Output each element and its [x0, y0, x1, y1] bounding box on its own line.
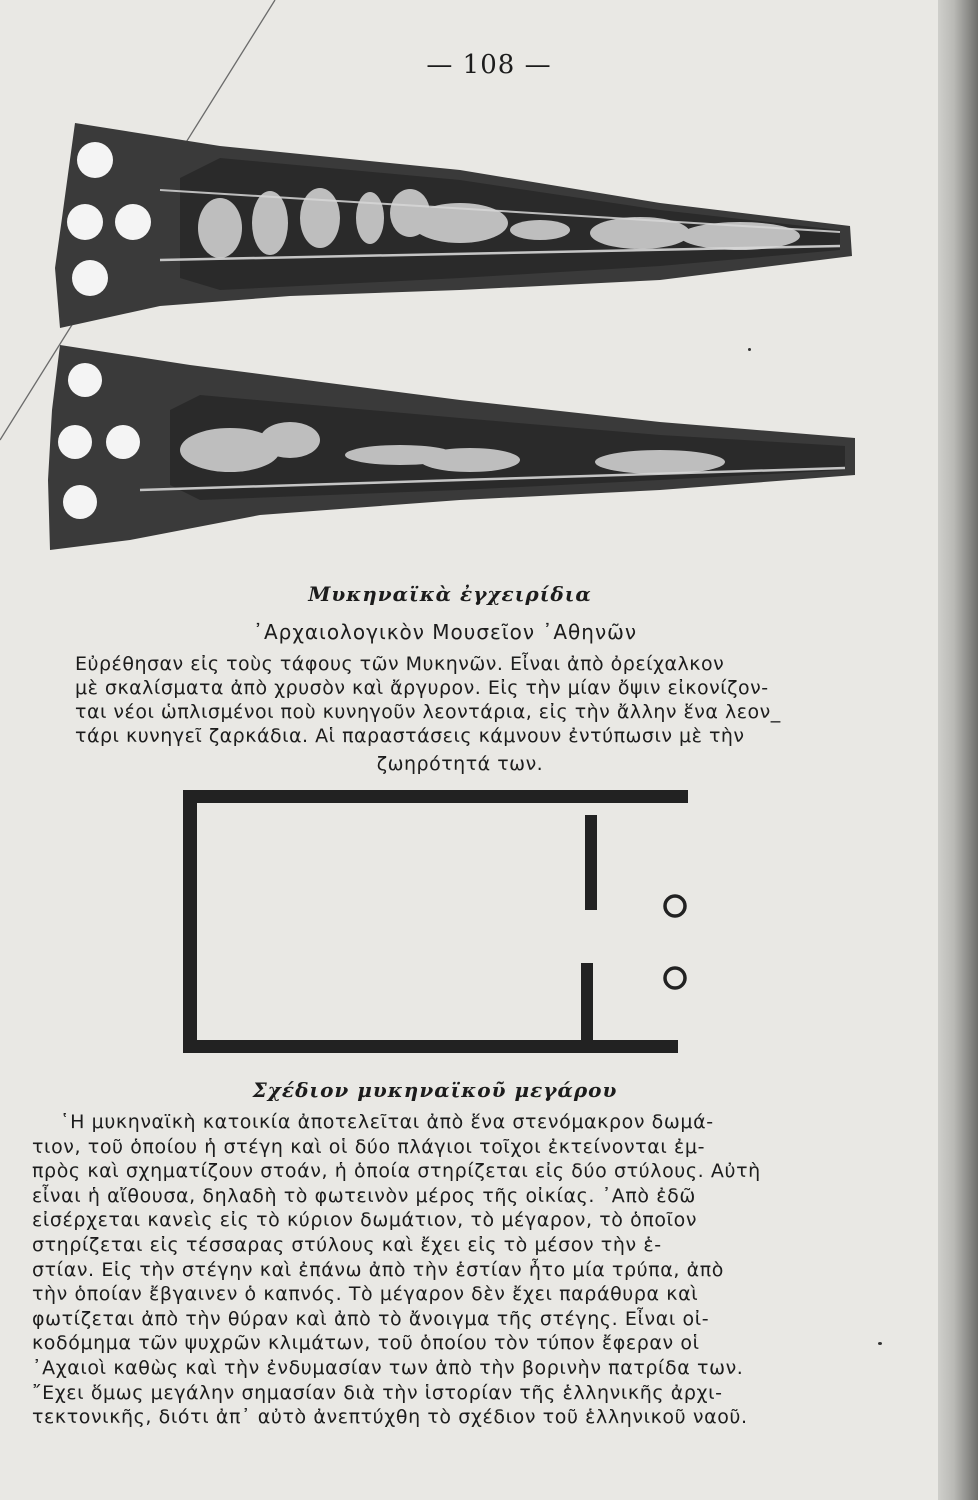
body-line: ῎Εχει ὅμως μεγάλην σημασίαν διὰ τὴν ἱστορίαν τῆς ἑλληνικῆς ἀρχι-: [32, 1381, 723, 1404]
body-line: τὴν ὁποίαν ἔβγαινεν ὁ καπνός. Τὸ μέγαρον δὲν ἔχει παράθυρα καὶ: [32, 1283, 699, 1306]
body-line: εἶναι ἡ αἴθουσα, δηλαδὴ τὸ φωτεινὸν μέρος τῆς οἰκίας. ᾿Απὸ ἐδῶ: [32, 1184, 696, 1207]
dagger-image-lion-hunt: [40, 118, 860, 333]
desc-line: ζωηρότητά των.: [376, 753, 544, 775]
desc-line: ται νέοι ὡπλισμένοι ποὺ κυνηγοῦν λεοντάρια, εἰς τὴν ἄλλην ἕνα λεον_: [75, 701, 781, 723]
dagger-image-lion-deer: [40, 340, 860, 555]
plan-column: [665, 968, 685, 988]
figure1-museum: ᾿Αρχαιολογικὸν Μουσεῖον ᾿Αθηνῶν: [252, 620, 638, 644]
megaron-floor-plan: [175, 780, 715, 1080]
body-line: ᾿Αχαιοὶ καθὼς καὶ τὴν ἐνδυμασίαν των ἀπὸ τὴν βορινὴν πατρίδα των.: [32, 1356, 744, 1379]
plan-wall-top: [183, 790, 688, 803]
figure2-title: Σχέδιον μυκηναϊκοῦ μεγάρου: [252, 1078, 618, 1102]
desc-line: Εὐρέθησαν εἰς τοὺς τάφους τῶν Μυκηνῶν. Εἶναι ἀπὸ ὀρείχαλκον: [75, 653, 725, 675]
plan-wall-inner-lower: [581, 963, 593, 1051]
plan-wall-bottom: [183, 1040, 678, 1053]
paper-speck: [878, 1342, 882, 1345]
figure1-title: Μυκηναϊκὰ ἐγχειρίδια: [308, 582, 592, 606]
desc-line: τάρι κυνηγεῖ ζαρκάδια. Αἱ παραστάσεις κάμνουν ἐντύπωσιν μὲ τὴν: [75, 725, 745, 747]
body-line: στίαν. Εἰς τὴν στέγην καὶ ἐπάνω ἀπὸ τὴν ἑστίαν ἦτο μία τρύπα, ἀπὸ: [32, 1258, 725, 1281]
body-line: τιον, τοῦ ὁποίου ἡ στέγη καὶ οἱ δύο πλάγιοι τοῖχοι ἐκτείνονται ἐμ-: [32, 1135, 706, 1158]
plan-wall-inner-upper: [585, 815, 597, 910]
page-number: — 108 —: [426, 50, 552, 80]
plan-wall-left: [183, 790, 197, 1052]
figure1-description: [75, 652, 845, 776]
page-edge-shadow: [938, 0, 978, 1500]
desc-line: μὲ σκαλίσματα ἀπὸ χρυσὸν καὶ ἄργυρον. Εἰς τὴν μίαν ὄψιν εἰκονίζον-: [75, 677, 769, 699]
body-line: εἰσέρχεται κανεὶς εἰς τὸ κύριον δωμάτιον, τὸ μέγαρον, τὸ ὁποῖον: [32, 1209, 698, 1232]
body-line: ῾Η μυκηναϊκὴ κατοικία ἀποτελεῖται ἀπὸ ἕνα στενόμακρον δωμά-: [60, 1111, 714, 1133]
body-line: κοδόμημα τῶν ψυχρῶν κλιμάτων, τοῦ ὁποίου τὸν τύπον ἔφεραν οἱ: [32, 1332, 700, 1355]
body-line: στηρίζεται εἰς τέσσαρας στύλους καὶ ἔχει εἰς τὸ μέσον τὴν ἑ-: [32, 1233, 662, 1256]
body-line: τεκτονικῆς, διότι ἀπ᾿ αὐτὸ ἀνεπτύχθη τὸ σχέδιον τοῦ ἑλληνικοῦ ναοῦ.: [32, 1406, 748, 1429]
body-line: πρὸς καὶ σχηματίζουν στοάν, ἡ ὁποία στηρίζεται εἰς δύο στύλους. Αὐτὴ: [32, 1160, 761, 1183]
paper-speck: [748, 348, 751, 351]
body-line: φωτίζεται ἀπὸ τὴν θύραν καὶ ἀπὸ τὸ ἄνοιγμα τῆς στέγης. Εἶναι οἰ-: [32, 1307, 710, 1330]
plan-column: [665, 896, 685, 916]
body-paragraph: [32, 1110, 832, 1430]
